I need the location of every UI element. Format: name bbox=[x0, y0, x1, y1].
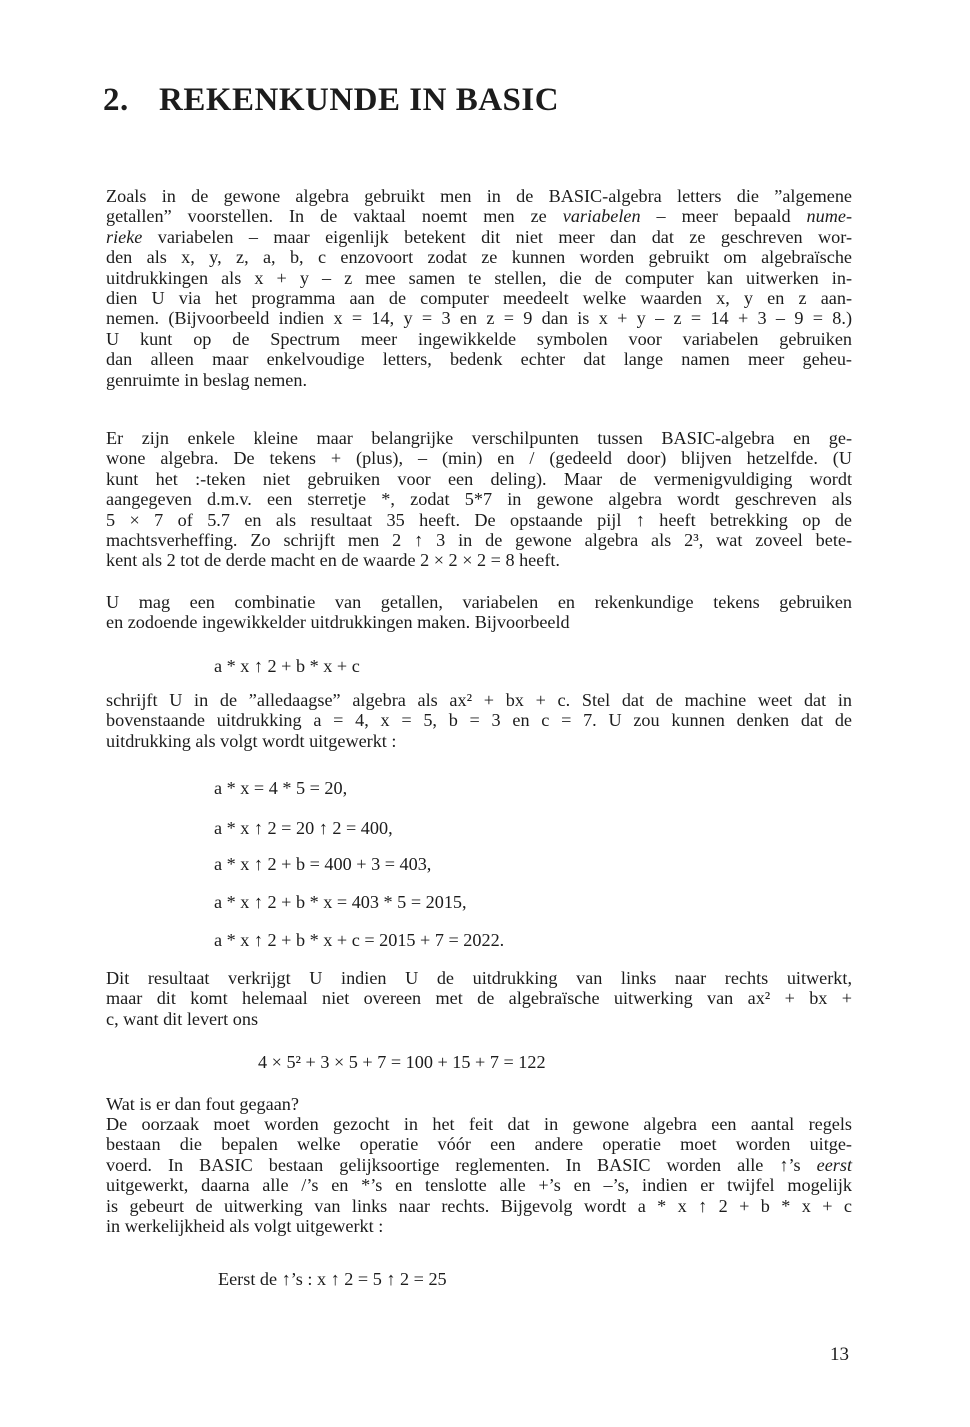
formula-step: a * x ↑ 2 + b * x + c = 2015 + 7 = 2022. bbox=[214, 930, 505, 950]
text-line: uitdrukkingen als x + y – z mee samen te stellen, die de computer kan uitwerken in- bbox=[106, 267, 852, 288]
text-line: dien U via het programma aan de computer meedeelt welke waarden x, y en z aan- bbox=[106, 288, 852, 309]
text-line: wone algebra. De tekens + (plus), – (min) en / (gedeeld door) blijven hetzelfde. (U bbox=[106, 448, 852, 469]
text-line: Er zijn enkele kleine maar belangrijke verschilpunten tussen BASIC-algebra en ge- bbox=[106, 428, 852, 448]
text-line: aangegeven d.m.v. een sterretje *, zodat 5*7 in gewone algebra wordt geschreven als bbox=[106, 489, 852, 510]
paragraph-precedence bbox=[106, 1114, 852, 1236]
text-line: Zoals in de gewone algebra gebruikt men in de BASIC-algebra letters die ”algemene bbox=[106, 186, 852, 206]
text-line: bovenstaande uitdrukking a = 4, x = 5, b = 3 en c = 7. U zou kunnen denken dat de bbox=[106, 710, 852, 731]
text-line: schrijft U in de ”alledaagse” algebra als ax² + bx + c. Stel dat de machine weet dat in bbox=[106, 690, 852, 710]
text-line: 5 × 7 of 5.7 en als resultaat 35 heeft. De opstaande pijl ↑ heeft betrekking op de bbox=[106, 509, 852, 530]
page-number: 13 bbox=[830, 1344, 849, 1365]
formula-first-step: Eerst de ↑’s : x ↑ 2 = 5 ↑ 2 = 25 bbox=[218, 1269, 447, 1289]
text-line: voerd. In BASIC bestaan gelijksoortige reglementen. In BASIC worden alle ↑’s eerst bbox=[106, 1154, 852, 1175]
chapter-number: 2. bbox=[103, 82, 129, 118]
chapter-title bbox=[103, 82, 559, 119]
formula-step: a * x = 4 * 5 = 20, bbox=[214, 778, 348, 798]
text-line: nemen. (Bijvoorbeeld indien x = 14, y = 3 en z = 9 dan is x + y – z = 14 + 3 – 9 = 8.) bbox=[106, 308, 852, 329]
paragraph-alledaagse bbox=[106, 690, 852, 751]
text-line: maar dit komt helemaal niet overeen met de algebraïsche uitwerking van ax² + bx + bbox=[106, 988, 852, 1009]
text-line: den als x, y, z, a, b, c enzovoort zodat ze kunnen worden gebruikt om algebraïsche bbox=[106, 247, 852, 268]
text-line: c, want dit levert ons bbox=[106, 1008, 259, 1029]
text-line: is gebeurt de uitwerking van links naar rechts. Bijgevolg wordt a * x ↑ 2 + b * x + c bbox=[106, 1195, 852, 1216]
text-line: Wat is er dan fout gegaan? bbox=[106, 1094, 299, 1114]
paragraph-combination bbox=[106, 592, 852, 633]
text-line: machtsverheffing. Zo schrijft men 2 ↑ 3 in de gewone algebra als 2³, wat zoveel bete- bbox=[106, 530, 852, 551]
formula-example: a * x ↑ 2 + b * x + c bbox=[214, 656, 360, 676]
paragraph-variables bbox=[106, 186, 852, 390]
formula-step: a * x ↑ 2 = 20 ↑ 2 = 400, bbox=[214, 818, 393, 838]
text-line: kent als 2 tot de derde macht en de waarde 2 × 2 × 2 = 8 heeft. bbox=[106, 550, 560, 571]
formula-step: a * x ↑ 2 + b = 400 + 3 = 403, bbox=[214, 854, 432, 874]
text-line: De oorzaak moet worden gezocht in het feit dat in gewone algebra een aantal regels bbox=[106, 1114, 852, 1134]
text-line: genruimte in beslag nemen. bbox=[106, 369, 308, 390]
text-line: uitdrukking als volgt wordt uitgewerkt : bbox=[106, 730, 397, 751]
paragraph-left-to-right bbox=[106, 968, 852, 1029]
text-line: U mag een combinatie van getallen, variabelen en rekenkundige tekens gebruiken bbox=[106, 592, 852, 612]
text-line: getallen” voorstellen. In de vaktaal noemt men ze variabelen – meer bepaald nume- bbox=[106, 206, 852, 227]
paragraph-question bbox=[106, 1094, 852, 1114]
paragraph-operators bbox=[106, 428, 852, 571]
text-line: uitgewerkt, daarna alle /’s en *’s en tenslotte alle +’s en –’s, indien er twijfel mogelijk bbox=[106, 1175, 852, 1196]
formula-correct: 4 × 5² + 3 × 5 + 7 = 100 + 15 + 7 = 122 bbox=[258, 1052, 546, 1072]
text-line: en zodoende ingewikkelder uitdrukkingen maken. Bijvoorbeeld bbox=[106, 612, 570, 633]
formula-step: a * x ↑ 2 + b * x = 403 * 5 = 2015, bbox=[214, 892, 467, 912]
text-line: kunt het :-teken niet gebruiken voor een deling). Maar de vermenigvuldiging wordt bbox=[106, 468, 852, 489]
text-line: dan alleen maar enkelvoudige letters, bedenk echter dat lange namen meer geheu- bbox=[106, 349, 852, 370]
text-line: U kunt op de Spectrum meer ingewikkelde symbolen voor variabelen gebruiken bbox=[106, 328, 852, 349]
text-line: in werkelijkheid als volgt uitgewerkt : bbox=[106, 1216, 384, 1237]
text-line: Dit resultaat verkrijgt U indien U de uitdrukking van links naar rechts uitwerkt, bbox=[106, 968, 852, 988]
text-line: bestaan die bepalen welke operatie vóór een andere operatie moet worden uitge- bbox=[106, 1134, 852, 1155]
text-line: rieke variabelen – maar eigenlijk betekent dit niet meer dan dat ze geschreven wor- bbox=[106, 226, 852, 247]
chapter-title-text: REKENKUNDE IN BASIC bbox=[159, 82, 560, 118]
